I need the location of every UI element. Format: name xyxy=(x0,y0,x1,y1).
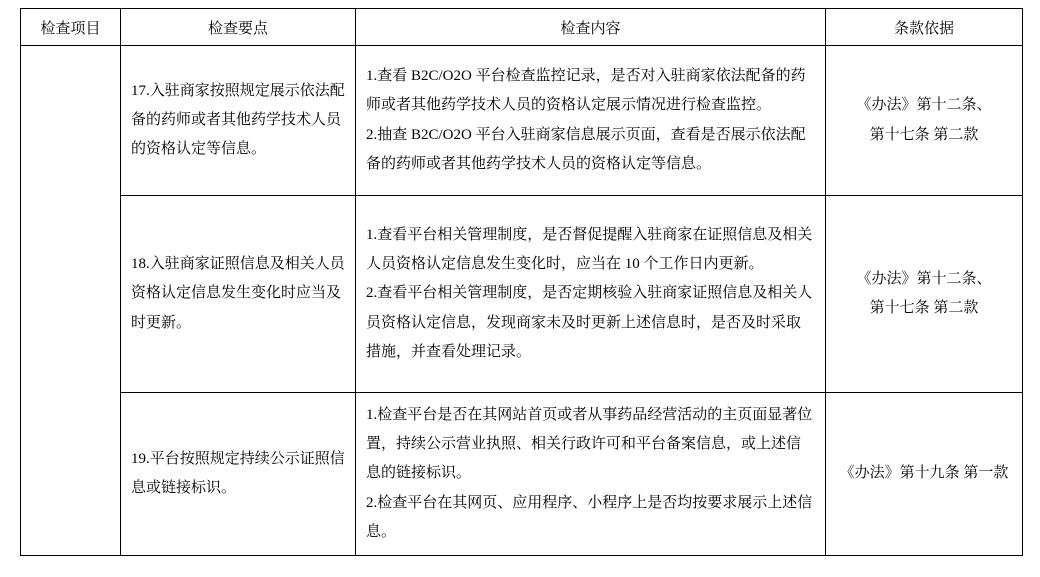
basis-line: 第十七条 第二款 xyxy=(869,126,979,143)
table-header-row xyxy=(21,9,1023,46)
basis-line: 《办法》第十二条、 xyxy=(856,270,992,287)
inspection-point-cell: 17.入驻商家按照规定展示依法配备的药师或者其他药学技术人员的资格认定等信息。 xyxy=(121,46,356,196)
table-row xyxy=(21,196,1023,393)
column-header-inspection-point: 检查要点 xyxy=(121,9,356,46)
column-header-clause-basis: 条款依据 xyxy=(826,9,1023,46)
basis-line: 《办法》第十九条 第一款 xyxy=(839,465,1009,482)
clause-basis-cell xyxy=(826,196,1023,393)
inspection-table xyxy=(20,8,1023,556)
inspection-point-cell: 19.平台按照规定持续公示证照信息或链接标识。 xyxy=(121,393,356,556)
content-line: 1.查看 B2C/O2O 平台检查监控记录，是否对入驻商家依法配备的药师或者其他药学技术人员的资格认定展示情况进行检查监控。 xyxy=(366,68,806,114)
table-header xyxy=(21,9,1023,46)
basis-line: 第十七条 第二款 xyxy=(869,300,979,316)
table-body xyxy=(21,46,1023,556)
inspection-point-cell: 18.入驻商家证照信息及相关人员资格认定信息发生变化时应当及时更新。 xyxy=(121,196,356,393)
inspection-content-cell xyxy=(356,46,826,196)
content-line: 2.查看平台相关管理制度，是否定期核验入驻商家证照信息及相关人员资格认定信息，发现商家未及时更新上述信息时，是否及时采取措施，并查看处理记录。 xyxy=(366,285,813,360)
content-line: 2.检查平台在其网页、应用程序、小程序上是否均按要求展示上述信息。 xyxy=(366,494,813,540)
inspection-item-cell xyxy=(21,46,121,556)
inspection-content-cell xyxy=(356,393,826,556)
content-line: 1.查看平台相关管理制度，是否督促提醒入驻商家在证照信息及相关人员资格认定信息发生变化时，应当在 10 个工作日内更新。 xyxy=(366,226,813,273)
clause-basis-cell xyxy=(826,393,1023,556)
column-header-inspection-content: 检查内容 xyxy=(356,9,826,46)
table-row xyxy=(21,393,1023,556)
content-line: 2.抽查 B2C/O2O 平台入驻商家信息展示页面，查看是否展示依法配备的药师或者其他药学技术人员的资格认定等信息。 xyxy=(366,126,806,172)
clause-basis-cell xyxy=(826,46,1023,196)
basis-line: 《办法》第十二条、 xyxy=(856,97,992,114)
table-row xyxy=(21,46,1023,196)
column-header-inspection-item: 检查项目 xyxy=(21,9,121,46)
content-line: 1.检查平台是否在其网站首页或者从事药品经营活动的主页面显著位置，持续公示营业执照、相关行政许可和平台备案信息，或上述信息的链接标识。 xyxy=(366,406,813,482)
inspection-content-cell xyxy=(356,196,826,393)
